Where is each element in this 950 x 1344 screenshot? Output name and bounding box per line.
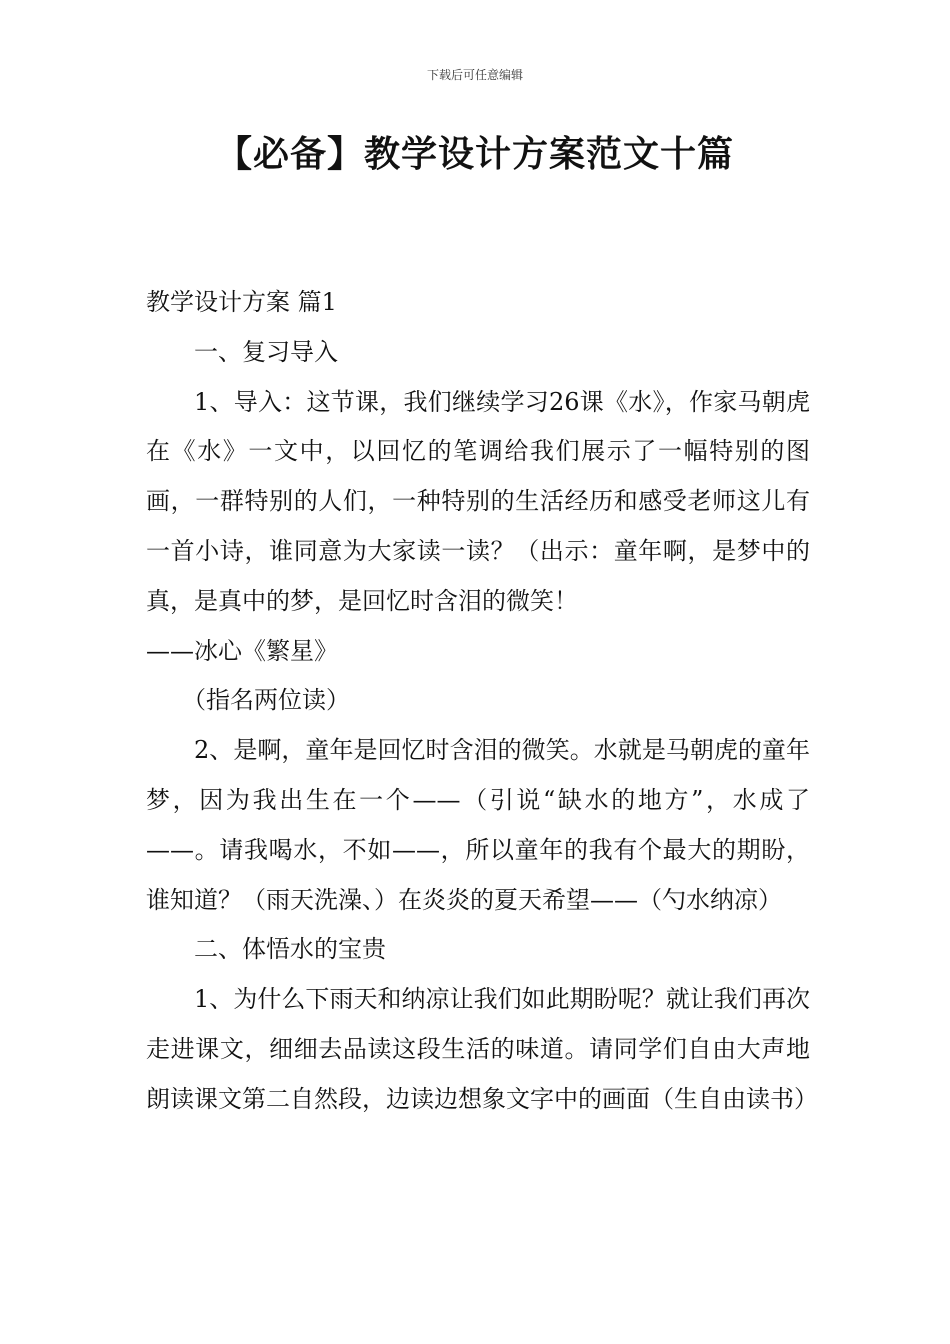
- paragraph: 一、复习导入: [194, 337, 338, 366]
- paragraph: （指名两位读）: [182, 686, 350, 715]
- paragraph: 2、是啊，童年是回忆时含泪的微笑。水就是马朝虎的童年梦，因为我出生在一个——（引说“缺水的地方”，水成了——。请我喝水，不如——，所以童年的我有个最大的期盼，谁知道？（雨天洗澡、）在炎炎的夏天希望——（勺水纳凉）: [146, 736, 810, 914]
- paragraph: 1、为什么下雨天和纳凉让我们如此期盼呢？就让我们再次走进课文，细细去品读这段生活的味道。请同学们自由大声地朗读课文第二自然段，边读边想象文字中的画面（生自由读书）: [146, 985, 818, 1113]
- document-body: [146, 278, 818, 1125]
- paragraph: ——冰心《繁星》: [146, 636, 338, 665]
- section-heading: 教学设计方案 篇1: [146, 288, 337, 316]
- document-title: 【必备】教学设计方案范文十篇: [215, 134, 734, 175]
- paragraph: 1、导入：这节课，我们继续学习26课《水》，作家马朝虎在《水》一文中，以回忆的笔调给我们展示了一幅特别的图画，一群特别的人们，一种特别的生活经历和感受老师这儿有一首小诗，谁同意为大家读一读？（出示：童年啊，是梦中的真，是真中的梦，是回忆时含泪的微笑！: [146, 387, 810, 615]
- paragraph: 二、体悟水的宝贵: [194, 935, 386, 964]
- header-note: 下载后可任意编辑: [426, 68, 523, 82]
